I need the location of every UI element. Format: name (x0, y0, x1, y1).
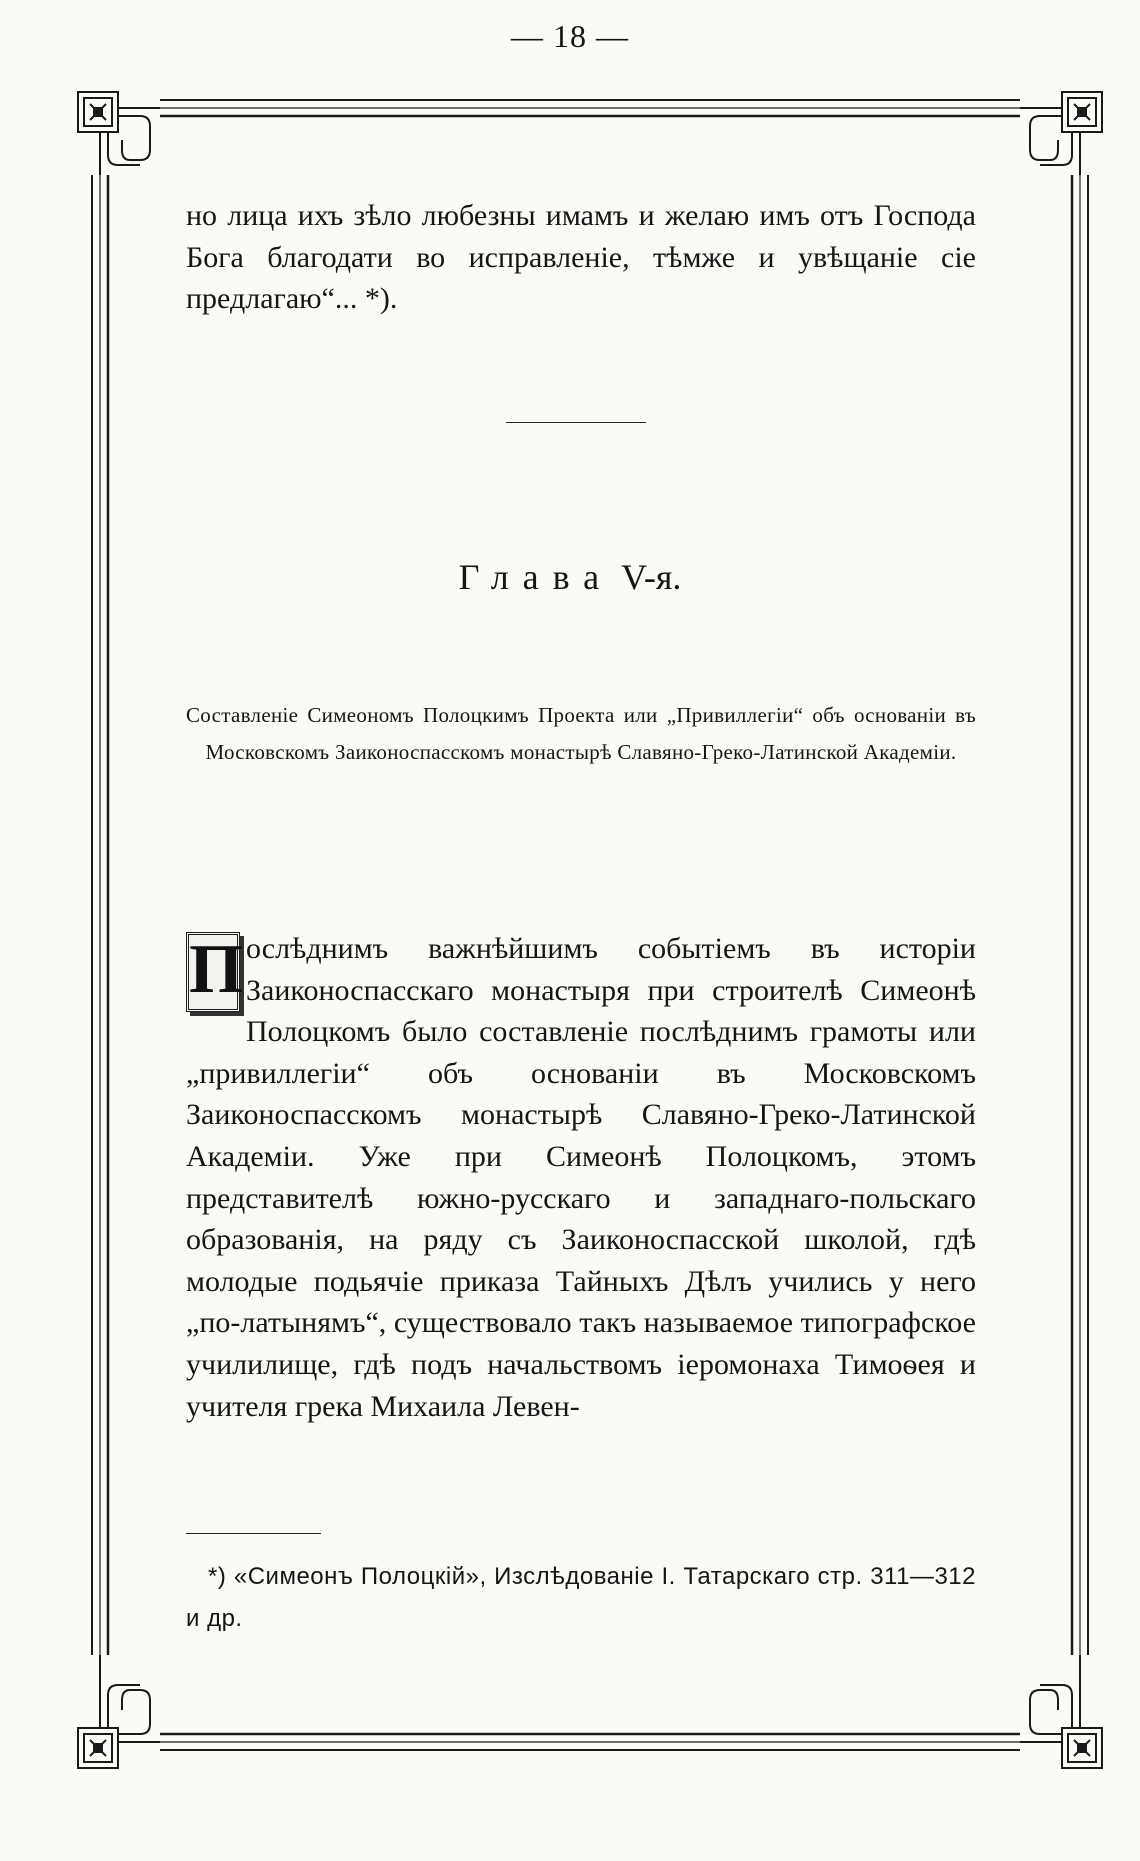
main-text: ослѣднимъ важнѣйшимъ событіемъ въ исторіи Заиконоспасскаго монастыря при строителѣ Симеонѣ Полоцкомъ было составленіе послѣднимъ грамоты или „привиллегіи“ объ основаніи въ Московскомъ Заиконоспасскомъ монастырѣ Славяно-Греко-Латинской Академіи. Уже при Симеонѣ Полоцкомъ, этомъ представителѣ южно-русскаго и западнаго-польскаго образованія, на ряду съ Заиконоспасской школой, гдѣ молодые подьячіе приказа Тайныхъ Дѣлъ учились у него „по-латынямъ“, существовало такъ называемое типографское училилище, гдѣ подъ начальствомъ іеромонаха Тимоѳея и учителя грека Михаила Левен- (186, 932, 976, 1423)
drop-cap-letter: П (186, 932, 240, 1012)
main-paragraph (186, 928, 976, 1427)
intro-text: но лица ихъ зѣло любезны имамъ и желаю имъ отъ Господа Бога благодати во исправленіе, тѣмже и увѣщаніе сіе предлагаю“... *). (186, 199, 976, 315)
footnote-text: *) «Симеонъ Полоцкій», Изслѣдованіе I. Татарскаго стр. 311—312 и др. (186, 1563, 976, 1632)
chapter-heading-number: V-я. (621, 557, 682, 597)
corner-ornament-top-right (1020, 92, 1102, 175)
corner-ornament-top-left (78, 92, 160, 175)
chapter-heading-word: Глава (458, 557, 614, 597)
chapter-summary: Составленіе Симеономъ Полоцкимъ Проекта или „Привиллегіи“ объ основаніи въ Московскомъ Заиконоспасскомъ монастырѣ Славяно-Греко-Латинской Академіи. (186, 703, 976, 764)
footnote-rule (186, 1533, 321, 1534)
page-number: — 18 — (511, 18, 629, 54)
intro-paragraph (186, 195, 976, 320)
corner-ornament-bottom-right (1020, 1655, 1102, 1768)
corner-ornament-bottom-left (78, 1655, 160, 1768)
chapter-heading (0, 556, 1140, 598)
section-divider (506, 422, 646, 423)
footnote (186, 1556, 976, 1640)
